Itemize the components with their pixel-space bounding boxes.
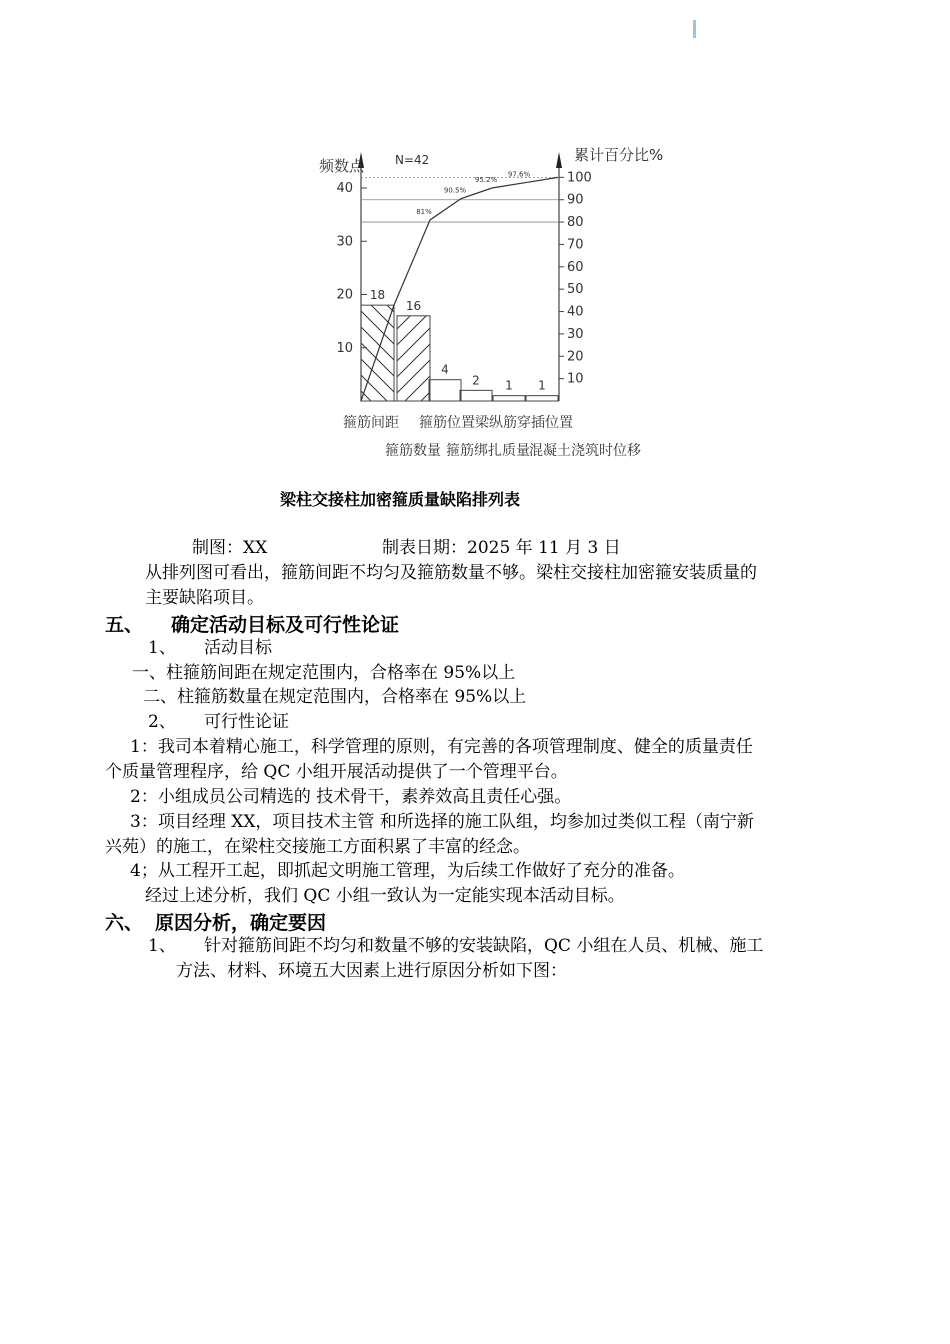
cumulative-label: 95.2%	[474, 176, 498, 184]
bar	[397, 316, 430, 401]
bar-value-label: 16	[405, 298, 422, 313]
bar-value-label: 1	[538, 378, 546, 393]
right-tick-label: 10	[567, 371, 584, 387]
right-axis-arrow	[556, 152, 562, 168]
cumulative-label: 81%	[416, 207, 432, 216]
section-6-heading	[105, 908, 326, 935]
cumulative-label: 97.6%	[507, 170, 531, 179]
left-tick-label: 30	[336, 234, 353, 250]
item-text: 针对箍筋间距不均匀和数量不够的安装缺陷，QC 小组在人员、机械、施工	[204, 936, 764, 956]
section-5-number: 五、	[105, 614, 144, 636]
right-tick-label: 60	[567, 259, 584, 275]
category-label: 梁纵筋穿插位置	[475, 415, 573, 431]
bar	[429, 380, 461, 401]
goal-1: 一、柱箍筋间距在规定范围内，合格率在 95%以上	[132, 663, 516, 683]
left-tick-label: 10	[336, 340, 353, 356]
item-title: 可行性论证	[204, 712, 289, 732]
right-tick-label: 40	[567, 304, 584, 320]
bar-value-label: 2	[472, 373, 480, 388]
right-tick-label: 20	[567, 349, 584, 365]
chart-caption: 梁柱交接柱加密箍质量缺陷排列表	[279, 490, 520, 509]
section-6-title: 原因分析，确定要因	[155, 912, 327, 934]
chart-date: 制表日期：2025 年 11 月 3 日	[382, 538, 621, 558]
feasibility-summary: 经过上述分析，我们 QC 小组一致认为一定能实现本活动目标。	[145, 886, 625, 906]
cursor-mark	[693, 20, 696, 38]
pareto-chart	[300, 138, 664, 468]
bar-value-label: 4	[441, 362, 449, 377]
section-6-number: 六、	[105, 912, 144, 934]
bar-value-label: 1	[505, 378, 513, 393]
right-tick-label: 80	[567, 215, 584, 231]
feasibility-4: 4；从工程开工起，即抓起文明施工管理，为后续工作做好了充分的准备。	[130, 861, 685, 881]
category-label: 箍筋数量	[385, 443, 441, 459]
item-number: 2、	[148, 712, 176, 732]
section-6-item-1-line-1	[148, 934, 763, 958]
pareto-chart-svg	[300, 138, 664, 468]
conclusion-line-1: 从排列图可看出，箍筋间距不均匀及箍筋数量不够。梁柱交接柱加密箍安装质量的	[145, 563, 757, 583]
feasibility-1-line-1: 1：我司本着精心施工，科学管理的原则，有完善的各项管理制度、健全的质量责任	[130, 737, 753, 757]
chart-author: 制图：XX	[192, 538, 268, 558]
section-5-heading	[105, 610, 399, 637]
feasibility-1-line-2: 个质量管理程序，给 QC 小组开展活动提供了一个管理平台。	[105, 762, 568, 782]
left-tick-label: 40	[336, 181, 353, 196]
bar	[460, 390, 492, 401]
cumulative-label: 90.5%	[443, 186, 467, 195]
category-label: 混凝土浇筑时位移	[529, 443, 641, 459]
item-number: 1、	[148, 936, 176, 956]
conclusion-line-2: 主要缺陷项目。	[145, 588, 264, 608]
right-tick-label: 50	[567, 282, 584, 298]
bar	[493, 396, 525, 401]
right-axis-title: 累计百分比%	[574, 146, 664, 164]
bar	[526, 396, 558, 401]
section-5-item-2	[148, 710, 289, 734]
right-tick-label: 100	[567, 170, 592, 186]
goal-2: 二、柱箍筋数量在规定范围内，合格率在 95%以上	[143, 687, 527, 707]
left-tick-label: 20	[336, 287, 353, 303]
right-tick-label: 70	[567, 237, 584, 253]
category-label: 箍筋位置	[419, 415, 475, 431]
feasibility-2: 2：小组成员公司精选的 技术骨干，素养效高且责任心强。	[130, 787, 572, 807]
category-label: 箍筋绑扎质量	[446, 443, 530, 459]
n-label: N=42	[395, 153, 430, 167]
feasibility-3-line-2: 兴苑）的施工，在梁柱交接施工方面积累了丰富的经念。	[105, 837, 530, 857]
section-5-item-1	[148, 636, 272, 660]
section-5-title: 确定活动目标及可行性论证	[171, 614, 400, 636]
section-6-item-1-line-2: 方法、材料、环境五大因素上进行原因分析如下图：	[176, 961, 567, 981]
left-axis-title: 频数点	[319, 157, 365, 175]
bar-value-label: 18	[369, 288, 386, 303]
item-title: 活动目标	[204, 638, 272, 658]
category-label: 箍筋间距	[343, 415, 399, 431]
right-tick-label: 90	[567, 192, 584, 208]
right-tick-label: 30	[567, 326, 584, 342]
item-number: 1、	[148, 638, 176, 658]
feasibility-3-line-1: 3：项目经理 XX，项目技术主管 和所选择的施工队组，均参加过类似工程（南宁新	[130, 812, 754, 832]
